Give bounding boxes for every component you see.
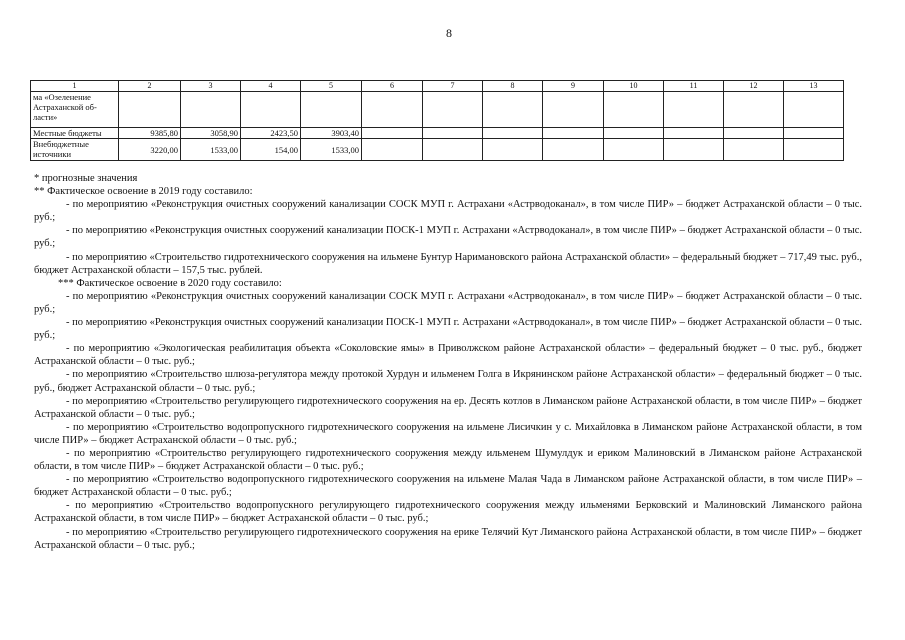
column-header: 6: [362, 81, 423, 92]
table-cell: [664, 139, 724, 161]
table-cell: [784, 92, 844, 128]
column-header: 10: [604, 81, 664, 92]
column-header: 5: [301, 81, 362, 92]
table-cell: [604, 128, 664, 139]
table-cell: [181, 92, 241, 128]
page-number: 8: [446, 26, 452, 40]
table-cell: [543, 92, 604, 128]
table-cell: [423, 128, 483, 139]
table-cell: [423, 139, 483, 161]
table-row: [31, 128, 844, 139]
footnote-item: - по мероприятию «Строительство регулирующего гидротехнического сооружения на ерике Телячий Кут Лиманского района Астраханской области, в том числе ПИР» – бюджет Астраханской области – 0 тыс. руб.;: [34, 526, 862, 551]
column-header: 2: [119, 81, 181, 92]
table-cell: [724, 128, 784, 139]
table-cell: [241, 92, 301, 128]
footnote-item: - по мероприятию «Реконструкция очистных сооружений канализации ПОСК-1 МУП г. Астрахани «Астрводоканал», в том числе ПИР» – бюджет Астраханской области – 0 тыс. руб.;: [34, 225, 862, 250]
table-cell: [362, 139, 423, 161]
table-cell: [543, 139, 604, 161]
footnote-forecast: * прогнозные значения: [34, 173, 138, 184]
table-cell: [784, 139, 844, 161]
row-label: ма «Озеленение Астраханской об-ласти»: [31, 92, 119, 128]
table-cell: 2423,50: [241, 128, 301, 139]
footnote-item: - по мероприятию «Реконструкция очистных сооружений канализации ПОСК-1 МУП г. Астрахани «Астрводоканал», в том числе ПИР» – бюджет Астраханской области – 0 тыс. руб.;: [34, 317, 862, 342]
table-cell: [724, 92, 784, 128]
table-cell: [362, 128, 423, 139]
footnote-item: - по мероприятию «Строительство регулирующего гидротехнического сооружения между ильменем Шумулдук и ериком Малиновский в Лиманском районе Астраханской области, в том числе ПИР» – бюджет Астраханской области – 0 тыс. руб.;: [34, 447, 862, 473]
table-cell: [423, 92, 483, 128]
table-row: [31, 139, 844, 161]
footnote-item: - по мероприятию «Строительство шлюза-регулятора между протокой Хурдун и ильменем Голга в Икрянинском районе Астраханской области» – федеральный бюджет – 0 тыс. руб., бюджет Астраханской области – 0 тыс. руб.;: [34, 369, 862, 394]
column-header: 11: [664, 81, 724, 92]
column-header: 13: [784, 81, 844, 92]
footnote-item: - по мероприятию «Строительство гидротехнического сооружения на ильмене Бунтур Наримановского района Астраханской области» – федеральный бюджет – 717,49 тыс. руб., бюджет Астраханской области – 157,5 тыс. рублей.: [34, 251, 862, 276]
column-header: 8: [483, 81, 543, 92]
table-cell: [664, 92, 724, 128]
table-cell: 1533,00: [181, 139, 241, 161]
table-cell: [784, 128, 844, 139]
table-cell: 3058,90: [181, 128, 241, 139]
footnote-item: - по мероприятию «Строительство регулирующего гидротехнического сооружения на ер. Десять котлов в Лиманском районе Астраханской области, в том числе ПИР» – бюджет Астраханской области – 0 тыс. руб.;: [34, 395, 862, 420]
column-header: 12: [724, 81, 784, 92]
column-header: 7: [423, 81, 483, 92]
table-row: [31, 92, 844, 128]
footnotes: [34, 172, 862, 552]
column-header: 3: [181, 81, 241, 92]
table-header-row: [31, 81, 844, 92]
footnote-item: - по мероприятию «Реконструкция очистных сооружений канализации СОСК МУП г. Астрахани «Астрводоканал», в том числе ПИР» – бюджет Астраханской области – 0 тыс. руб.;: [34, 199, 862, 224]
table-cell: 1533,00: [301, 139, 362, 161]
footnote-item: - по мероприятию «Экологическая реабилитация объекта «Соколовские ямы» в Приволжском районе Астраханской области» – федеральный бюджет – 0 тыс. руб., бюджет Астраханской области – 0 тыс. руб.;: [34, 343, 862, 368]
column-header: 1: [31, 81, 119, 92]
footnote-item: - по мероприятию «Строительство водопропускного гидротехнического сооружения на ильмене Малая Чада в Лиманском районе Астраханской области, в том числе ПИР» – бюджет Астраханской области – 0 тыс. руб.;: [34, 474, 862, 499]
table-cell: [119, 92, 181, 128]
table-cell: 3220,00: [119, 139, 181, 161]
table-cell: [483, 139, 543, 161]
table-cell: [664, 128, 724, 139]
table-cell: [483, 92, 543, 128]
table-cell: [724, 139, 784, 161]
column-header: 9: [543, 81, 604, 92]
footnote-item: - по мероприятию «Строительство водопропускного гидротехнического сооружения на ильмене Лисичкин у с. Михайловка в Лиманском районе Астраханской области, в том числе ПИР» – бюджет Астраханской области – 0 тыс. руб.;: [34, 421, 862, 446]
footnote-2020-heading: *** Фактическое освоение в 2020 году составило:: [58, 277, 282, 289]
footnote-item: - по мероприятию «Строительство водопропускного регулирующего гидротехнического сооружения между ильменями Берковский и Малиновский Лиманского района Астраханской области, в том числе ПИР» – бюджет Астраханской области – 0 тыс. руб.;: [34, 500, 862, 525]
column-header: 4: [241, 81, 301, 92]
table-cell: 154,00: [241, 139, 301, 161]
footnote-item: - по мероприятию «Реконструкция очистных сооружений канализации СОСК МУП г. Астрахани «Астрводоканал», в том числе ПИР» – бюджет Астраханской области – 0 тыс. руб.;: [34, 290, 862, 315]
table-cell: [543, 128, 604, 139]
footnote-2019-heading: ** Фактическое освоение в 2019 году составило:: [34, 186, 253, 198]
table-cell: [604, 92, 664, 128]
row-label: Внебюджетные источники: [31, 139, 119, 161]
table-cell: [362, 92, 423, 128]
table-cell: 3903,40: [301, 128, 362, 139]
table-cell: [604, 139, 664, 161]
budget-table: [30, 80, 844, 161]
table-cell: [301, 92, 362, 128]
table-cell: 9385,80: [119, 128, 181, 139]
row-label: Местные бюджеты: [31, 128, 119, 139]
table-cell: [483, 128, 543, 139]
